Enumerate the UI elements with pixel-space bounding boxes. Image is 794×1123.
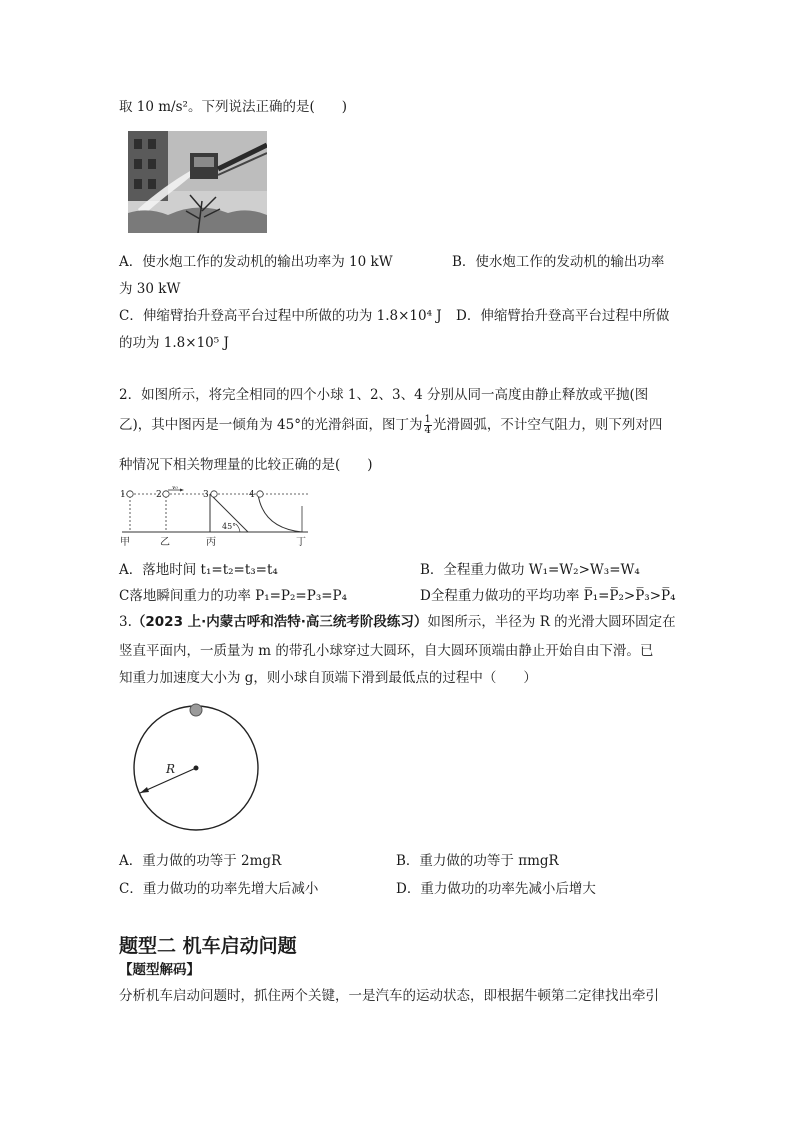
svg-text:R: R (166, 762, 176, 776)
svg-text:丁: 丁 (296, 537, 306, 548)
q2-stem-line2 (119, 415, 662, 436)
svg-text:甲: 甲 (120, 537, 130, 548)
q3-stem-line1 (119, 612, 676, 632)
q3-stem-line3: 知重力加速度大小为 g，则小球自顶端下滑到最低点的过程中（ ） (119, 670, 537, 686)
svg-text:v₀: v₀ (172, 486, 178, 491)
q3-option-d: D．重力做功的功率先减小后增大 (396, 881, 596, 897)
q1-option-b-line2: 为 30 kW (119, 281, 181, 297)
q1-option-b-line1: B．使水炮工作的发动机的输出功率 (452, 254, 665, 270)
section-title: 题型二 机车启动问题 (119, 935, 297, 957)
q2-option-c: C落地瞬间重力的功率 P₁=P₂=P₃=P₄ (119, 588, 348, 604)
ring-diagram (126, 700, 270, 840)
q1-option-d-line2: 的功为 1.8×10⁵ J (119, 335, 229, 351)
q2-option-d: D全程重力做功的平均功率 P̅₁=P̅₂>P̅₃>P̅₄ (420, 588, 676, 604)
q2-option-a: A．落地时间 t₁=t₂=t₃=t₄ (119, 562, 278, 578)
q3-option-a: A．重力做的功等于 2mgR (119, 853, 282, 869)
fire-truck-photo (128, 131, 267, 233)
q2-stem-line3: 种情况下相关物理量的比较正确的是( ) (119, 457, 373, 473)
q3-option-b: B．重力做的功等于 πmgR (396, 853, 559, 869)
q3-stem-line2: 竖直平面内，一质量为 m 的带孔小球穿过大圆环，自大圆环顶端由静止开始自由下滑。已 (119, 643, 654, 659)
q2-stem-line2-a: 乙)，其中图丙是一倾角为 45°的光滑斜面，图丁为 (119, 417, 423, 433)
q3-stem-line1-b: 如图所示，半径为 R 的光滑大圆环固定在 (427, 614, 676, 630)
svg-text:乙: 乙 (160, 537, 170, 548)
svg-text:1: 1 (120, 490, 126, 500)
q2-option-b: B．全程重力做功 W₁=W₂>W₃=W₄ (420, 562, 640, 578)
svg-text:丙: 丙 (206, 537, 216, 548)
svg-text:45°: 45° (222, 522, 237, 531)
svg-text:2: 2 (156, 490, 162, 500)
q1-option-a: A．使水炮工作的发动机的输出功率为 10 kW (119, 254, 393, 270)
q3-number: 3. (119, 614, 132, 630)
section-subtitle: 【题型解码】 (119, 962, 200, 978)
q3-source: （2023 上·内蒙古呼和浩特·高三统考阶段练习） (131, 614, 428, 630)
q2-stem-line2-b: 光滑圆弧，不计空气阻力，则下列对四 (432, 417, 663, 433)
q1-option-d-line1: D．伸缩臂抬升登高平台过程中所做 (456, 308, 670, 324)
four-balls-diagram (118, 486, 318, 548)
svg-text:3: 3 (203, 490, 209, 500)
q1-stem-tail: 取 10 m/s²。下列说法正确的是( ) (119, 99, 347, 115)
quarter-fraction: $\frac{1}{4}$ (424, 414, 431, 436)
section-body: 分析机车启动问题时，抓住两个关键，一是汽车的运动状态，即根据牛顿第二定律找出牵引 (119, 988, 659, 1004)
q3-option-c: C．重力做功的功率先增大后减小 (119, 881, 319, 897)
q1-option-c: C．伸缩臂抬升登高平台过程中所做的功为 1.8×10⁴ J (119, 308, 442, 324)
q2-stem-line1: 2．如图所示，将完全相同的四个小球 1、2、3、4 分别从同一高度由静止释放或平抛(图 (119, 387, 649, 403)
svg-text:4: 4 (249, 490, 255, 500)
